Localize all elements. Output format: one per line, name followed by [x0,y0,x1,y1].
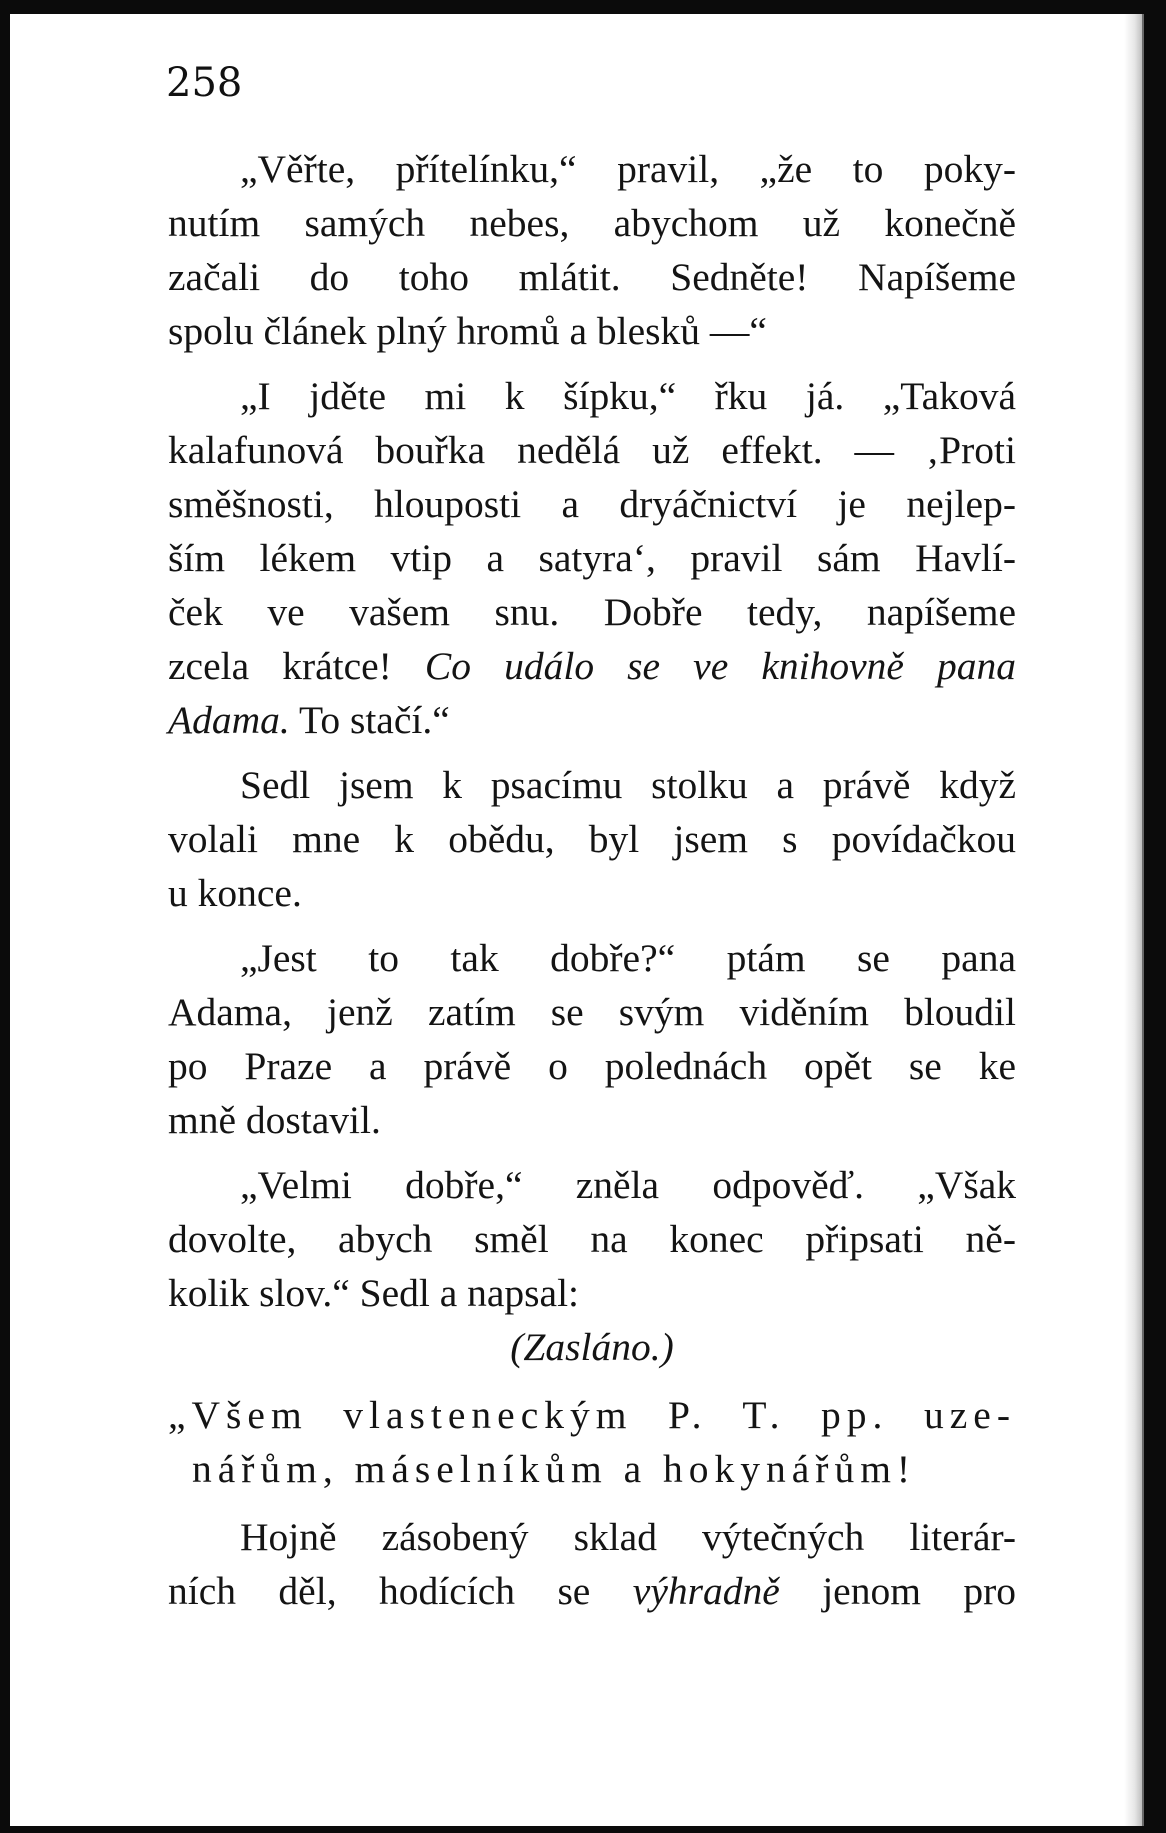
text-line: volali mne k obědu, byl jsem s povídačkou [168,817,1016,861]
text-line: kalafunová bouřka nedělá už effekt. — ‚Proti [168,428,1016,472]
text-line: „Všem vlasteneckým P. T. pp. uze- [168,1393,1016,1437]
italic-emphasis-run: výhradně [632,1569,780,1613]
page-text [168,142,1016,1618]
paragraph-1 [168,142,1016,358]
text-run: ních děl, hodících se [168,1569,591,1613]
text-line: kolik slov.“ Sedl a napsal: [168,1271,580,1315]
text-line [168,1564,1016,1618]
text-line: mně dostavil. [168,1098,381,1142]
text-line: spolu článek plný hromů a blesků —“ [168,309,767,353]
page-number: 258 [166,60,243,106]
text-run: To stačí.“ [298,698,450,742]
text-line: „Věřte, přítelínku,“ pravil, „že to poky- [240,147,1016,191]
text-line: Hojně zásobený sklad výtečných literár- [240,1515,1016,1559]
text-line [168,639,1016,693]
final-paragraph [168,1510,1016,1618]
text-line: „I jděte mi k šípku,“ řku já. „Taková [240,374,1016,418]
text-line: „Jest to tak dobře?“ ptám se pana [240,936,1016,980]
text-run: jenom pro [822,1569,1017,1613]
paragraph-5 [168,1158,1016,1320]
section-heading: (Zasláno.) [510,1325,674,1369]
paragraph-4 [168,931,1016,1147]
text-line: u konce. [168,871,302,915]
text-line: po Praze a právě o polednách opět se ke [168,1044,1016,1088]
paragraph-2 [168,369,1016,747]
text-line: „Velmi dobře,“ zněla odpověď. „Však [240,1163,1016,1207]
text-line: nářům, máselníkům a hokynářům! [192,1447,917,1491]
text-line: Adama, jenž zatím se svým viděním bloudil [168,990,1016,1034]
text-line: začali do toho mlátit. Sedněte! Napíšeme [168,255,1016,299]
text-run: zcela krátce! [168,644,392,688]
text-line: směšnosti, hlouposti a dryáčnictví je nejlep- [168,482,1016,526]
paragraph-3 [168,758,1016,920]
italic-title-run: Adama. [168,698,290,742]
text-line [168,693,1016,747]
text-line: ším lékem vtip a satyra‘, pravil sám Havlí- [168,536,1016,580]
italic-title-run: Co událo se ve knihovně pana [424,644,1016,688]
text-line: nutím samých nebes, abychom už konečně [168,201,1016,245]
address-paragraph [168,1388,1016,1496]
text-line: ček ve vašem snu. Dobře tedy, napíšeme [168,590,1016,634]
text-line: dovolte, abych směl na konec připsati ně- [168,1217,1016,1261]
page-edge-shadow [1124,14,1142,1826]
text-line: Sedl jsem k psacímu stolku a právě když [240,763,1016,807]
